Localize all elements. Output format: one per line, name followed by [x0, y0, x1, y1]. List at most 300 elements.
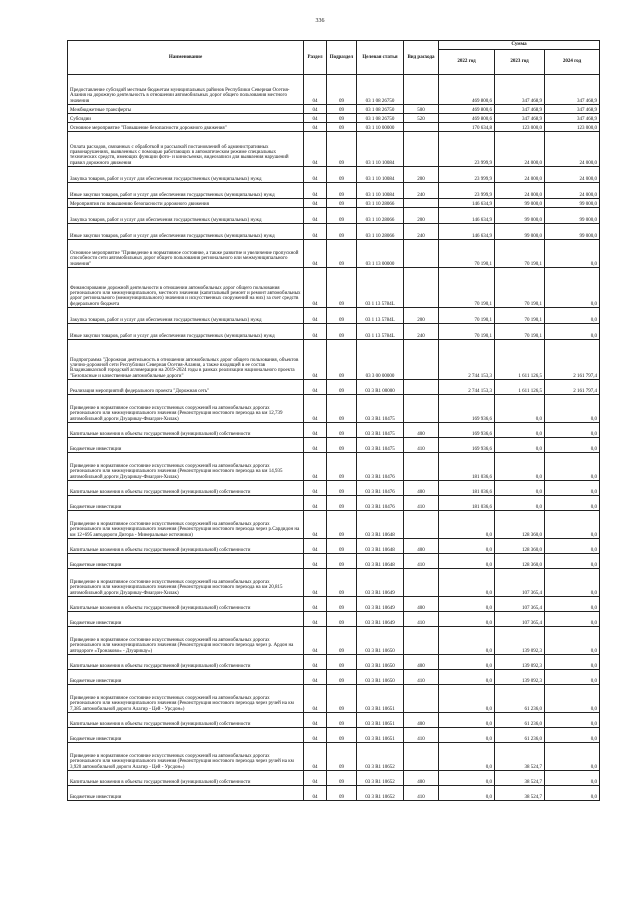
row-razdel: 04: [304, 199, 327, 208]
row-expense-type: [404, 380, 439, 395]
row-name: Реализация мероприятий федерального проекта "Дорожная сеть": [68, 380, 304, 395]
row-target-article: 03 1 10 10084: [357, 183, 404, 199]
row-name: Капитальные вложения в объекты государственной (муниципальной) собственности: [68, 539, 304, 554]
row-razdel: 04: [304, 132, 327, 167]
row-target-article: 03 1 10 10084: [357, 132, 404, 167]
table-row: [68, 728, 600, 743]
row-sum-2022: 146 634,9: [439, 199, 495, 208]
row-sum-2022: 0,0: [439, 554, 495, 569]
row-sum-2023: 24 000,0: [495, 132, 545, 167]
row-podrazdel: 09: [327, 340, 357, 380]
row-razdel: 04: [304, 627, 327, 655]
row-podrazdel: 09: [327, 481, 357, 496]
row-sum-2024: 0,0: [545, 627, 600, 655]
row-sum-2023: 24 000,0: [495, 167, 545, 183]
row-razdel: 04: [304, 569, 327, 597]
row-podrazdel: 09: [327, 554, 357, 569]
row-sum-2023: 0,0: [495, 438, 545, 453]
table-row: [68, 75, 600, 105]
row-sum-2022: 70 190,1: [439, 308, 495, 324]
row-podrazdel: 09: [327, 685, 357, 713]
row-name: Приведение в нормативное состояние искусственных сооружений на автомобильных дорогах регионального или межмуниципального значения (Реконструкция мостового перехода на км 20,815 автомобильной дороги Дзуарикау-Фиагдон-Хилак): [68, 569, 304, 597]
row-expense-type: [404, 240, 439, 268]
row-razdel: 04: [304, 240, 327, 268]
row-sum-2023: 38 524,7: [495, 771, 545, 786]
row-target-article: 03 3 R1 10649: [357, 597, 404, 612]
table-row: [68, 208, 600, 224]
row-podrazdel: 09: [327, 105, 357, 114]
row-target-article: 03 3 R1 10476: [357, 496, 404, 511]
row-sum-2023: 128 360,0: [495, 554, 545, 569]
row-razdel: 04: [304, 423, 327, 438]
row-sum-2024: 0,0: [545, 324, 600, 340]
row-target-article: 03 3 R1 10476: [357, 453, 404, 481]
table-row: [68, 123, 600, 132]
row-target-article: 03 1 10 28066: [357, 208, 404, 224]
table-row: [68, 670, 600, 685]
row-target-article: 03 1 13 5784L: [357, 308, 404, 324]
row-name: Капитальные вложения в объекты государственной (муниципальной) собственности: [68, 655, 304, 670]
row-podrazdel: 09: [327, 438, 357, 453]
row-expense-type: 200: [404, 167, 439, 183]
table-row: [68, 132, 600, 167]
row-sum-2022: 0,0: [439, 597, 495, 612]
row-sum-2022: 0,0: [439, 713, 495, 728]
row-sum-2023: 24 000,0: [495, 183, 545, 199]
row-name: Оплата расходов, связанных с обработкой и рассылкой постановлений об административных правонарушениях, выявленных с помощью работающих в автоматическом режиме специальных технических средств, имеющих функции фото- и киносъемки, видеозаписи для выявления нарушений правил дорожного движения: [68, 132, 304, 167]
row-name: Бюджетные инвестиции: [68, 438, 304, 453]
row-sum-2024: 347 468,9: [545, 114, 600, 123]
row-razdel: 04: [304, 597, 327, 612]
row-sum-2024: 2 161 797,4: [545, 340, 600, 380]
row-sum-2022: 469 800,6: [439, 114, 495, 123]
row-podrazdel: 09: [327, 786, 357, 801]
row-sum-2022: 469 800,6: [439, 105, 495, 114]
row-sum-2022: 0,0: [439, 539, 495, 554]
row-expense-type: 400: [404, 539, 439, 554]
row-sum-2022: 0,0: [439, 743, 495, 771]
row-sum-2023: 99 000,0: [495, 199, 545, 208]
row-razdel: 04: [304, 554, 327, 569]
table-row: [68, 511, 600, 539]
row-razdel: 04: [304, 308, 327, 324]
row-sum-2024: 347 468,9: [545, 75, 600, 105]
row-podrazdel: 09: [327, 380, 357, 395]
row-sum-2022: 170 634,8: [439, 123, 495, 132]
row-razdel: 04: [304, 380, 327, 395]
row-expense-type: 400: [404, 713, 439, 728]
row-target-article: 03 3 R1 10475: [357, 438, 404, 453]
row-target-article: 03 3 R1 10650: [357, 655, 404, 670]
row-sum-2023: 0,0: [495, 481, 545, 496]
row-expense-type: [404, 511, 439, 539]
row-name: Капитальные вложения в объекты государственной (муниципальной) собственности: [68, 597, 304, 612]
row-razdel: 04: [304, 670, 327, 685]
row-name: Иные закупки товаров, работ и услуг для обеспечения государственных (муниципальных) нужд: [68, 183, 304, 199]
row-sum-2022: 23 999,9: [439, 167, 495, 183]
row-name: Капитальные вложения в объекты государственной (муниципальной) собственности: [68, 771, 304, 786]
row-name: Приведение в нормативное состояние искусственных сооружений на автомобильных дорогах регионального или межмуниципального значения (Реконструкция мостового перехода через р.Сардидон на км 12+695 автодороги Дигора - Минеральные источники): [68, 511, 304, 539]
row-sum-2023: 61 236,0: [495, 685, 545, 713]
row-sum-2022: 0,0: [439, 612, 495, 627]
row-sum-2022: 23 999,9: [439, 183, 495, 199]
row-sum-2022: 0,0: [439, 685, 495, 713]
table-row: [68, 612, 600, 627]
row-razdel: 04: [304, 771, 327, 786]
row-sum-2022: 181 036,6: [439, 496, 495, 511]
row-sum-2022: 2 744 153,3: [439, 340, 495, 380]
row-target-article: 03 1 13 00000: [357, 240, 404, 268]
row-expense-type: 240: [404, 224, 439, 240]
table-row: [68, 105, 600, 114]
row-sum-2023: 70 190,1: [495, 324, 545, 340]
row-sum-2023: 347 468,9: [495, 75, 545, 105]
row-razdel: 04: [304, 786, 327, 801]
row-target-article: 03 3 R1 10648: [357, 511, 404, 539]
row-name: Основное мероприятие "Повышение безопасности дорожного движения": [68, 123, 304, 132]
row-sum-2023: 61 236,0: [495, 728, 545, 743]
row-razdel: 04: [304, 183, 327, 199]
row-sum-2023: 1 611 126,5: [495, 340, 545, 380]
row-expense-type: 410: [404, 612, 439, 627]
budget-table: [67, 40, 600, 801]
row-target-article: 03 1 08 26750: [357, 75, 404, 105]
row-target-article: 03 3 R1 10476: [357, 481, 404, 496]
row-name: Бюджетные инвестиции: [68, 612, 304, 627]
row-razdel: 04: [304, 713, 327, 728]
row-expense-type: 410: [404, 786, 439, 801]
row-expense-type: 200: [404, 308, 439, 324]
row-name: Основное мероприятие "Приведение в нормативное состояние, а также развитие и увеличение пропускной способности сети автомобильных дорог общего пользования регионального или межмуниципального значения": [68, 240, 304, 268]
row-name: Финансирование дорожной деятельности в отношении автомобильных дорог общего пользования регионального или межмуниципального, местного значения (капитальный ремонт и ремонт автомобильных дорог регионального (межмуниципального) значения и искусственных сооружений на них) за счет средств федерального бюджета: [68, 268, 304, 308]
row-sum-2024: 0,0: [545, 268, 600, 308]
row-expense-type: 410: [404, 728, 439, 743]
row-target-article: 03 3 R1 10648: [357, 554, 404, 569]
row-expense-type: 240: [404, 183, 439, 199]
row-razdel: 04: [304, 453, 327, 481]
row-razdel: 04: [304, 114, 327, 123]
row-sum-2024: 0,0: [545, 685, 600, 713]
row-name: Иные закупки товаров, работ и услуг для обеспечения государственных (муниципальных) нужд: [68, 324, 304, 340]
row-razdel: 04: [304, 496, 327, 511]
row-podrazdel: 09: [327, 123, 357, 132]
row-sum-2023: 38 524,7: [495, 786, 545, 801]
row-expense-type: 410: [404, 554, 439, 569]
row-expense-type: [404, 75, 439, 105]
row-razdel: 04: [304, 75, 327, 105]
row-sum-2024: 0,0: [545, 308, 600, 324]
row-sum-2024: 99 000,0: [545, 208, 600, 224]
row-expense-type: 400: [404, 655, 439, 670]
row-podrazdel: 09: [327, 75, 357, 105]
row-name: Приведение в нормативное состояние искусственных сооружений на автомобильных дорогах регионального или межмуниципального значения (Реконструкция мостового перехода через р. Ардон на автодороге «Тронаково» - Дзуарикау»): [68, 627, 304, 655]
row-razdel: 04: [304, 167, 327, 183]
row-podrazdel: 09: [327, 199, 357, 208]
table-row: [68, 569, 600, 597]
header-name: Наименование: [68, 41, 304, 75]
row-sum-2023: 347 468,9: [495, 114, 545, 123]
row-name: Капитальные вложения в объекты государственной (муниципальной) собственности: [68, 481, 304, 496]
row-target-article: 03 3 R1 10648: [357, 539, 404, 554]
row-name: Предоставление субсидий местным бюджетам муниципальных районов Республики Северная Осетия-Алания на дорожную деятельность в отношении автомобильных дорог общего пользования местного значения: [68, 75, 304, 105]
row-target-article: 03 1 10 28066: [357, 199, 404, 208]
row-podrazdel: 09: [327, 771, 357, 786]
row-razdel: 04: [304, 224, 327, 240]
row-podrazdel: 09: [327, 612, 357, 627]
row-podrazdel: 09: [327, 240, 357, 268]
row-podrazdel: 09: [327, 627, 357, 655]
row-expense-type: [404, 340, 439, 380]
row-sum-2023: 0,0: [495, 453, 545, 481]
row-sum-2024: 0,0: [545, 612, 600, 627]
row-podrazdel: 09: [327, 743, 357, 771]
table-row: [68, 539, 600, 554]
table-row: [68, 786, 600, 801]
row-sum-2022: 0,0: [439, 511, 495, 539]
row-expense-type: [404, 627, 439, 655]
row-sum-2024: 123 000,0: [545, 123, 600, 132]
row-name: Субсидии: [68, 114, 304, 123]
row-podrazdel: 09: [327, 453, 357, 481]
row-sum-2023: 139 092,3: [495, 655, 545, 670]
row-podrazdel: 09: [327, 496, 357, 511]
row-expense-type: 400: [404, 771, 439, 786]
table-row: [68, 324, 600, 340]
row-expense-type: 410: [404, 670, 439, 685]
row-sum-2024: 0,0: [545, 240, 600, 268]
row-razdel: 04: [304, 685, 327, 713]
row-target-article: 03 1 13 5784L: [357, 324, 404, 340]
row-podrazdel: 09: [327, 395, 357, 423]
row-expense-type: 410: [404, 438, 439, 453]
row-sum-2024: 2 161 797,4: [545, 380, 600, 395]
row-podrazdel: 09: [327, 268, 357, 308]
row-target-article: 03 3 00 00000: [357, 340, 404, 380]
row-name: Межбюджетные трансферты: [68, 105, 304, 114]
row-expense-type: 400: [404, 597, 439, 612]
row-sum-2024: 24 000,0: [545, 132, 600, 167]
row-sum-2023: 70 190,1: [495, 268, 545, 308]
row-sum-2022: 0,0: [439, 771, 495, 786]
row-target-article: 03 1 08 26750: [357, 105, 404, 114]
row-podrazdel: 09: [327, 713, 357, 728]
row-razdel: 04: [304, 728, 327, 743]
row-podrazdel: 09: [327, 308, 357, 324]
row-target-article: 03 3 R1 10651: [357, 728, 404, 743]
row-sum-2024: 0,0: [545, 496, 600, 511]
row-expense-type: [404, 268, 439, 308]
row-sum-2023: 70 190,1: [495, 308, 545, 324]
row-sum-2022: 181 036,6: [439, 481, 495, 496]
row-name: Закупка товаров, работ и услуг для обеспечения государственных (муниципальных) нужд: [68, 308, 304, 324]
table-row: [68, 268, 600, 308]
row-sum-2024: 99 000,0: [545, 199, 600, 208]
row-sum-2024: 0,0: [545, 655, 600, 670]
header-razdel: Раздел: [304, 41, 327, 75]
table-row: [68, 240, 600, 268]
row-target-article: 03 3 R1 10475: [357, 395, 404, 423]
row-podrazdel: 09: [327, 511, 357, 539]
row-razdel: 04: [304, 340, 327, 380]
row-sum-2024: 24 000,0: [545, 183, 600, 199]
row-sum-2023: 128 360,0: [495, 539, 545, 554]
row-podrazdel: 09: [327, 670, 357, 685]
row-podrazdel: 09: [327, 597, 357, 612]
row-sum-2022: 70 190,1: [439, 268, 495, 308]
row-razdel: 04: [304, 539, 327, 554]
row-razdel: 04: [304, 105, 327, 114]
row-sum-2023: 139 092,3: [495, 670, 545, 685]
row-name: Закупка товаров, работ и услуг для обеспечения государственных (муниципальных) нужд: [68, 167, 304, 183]
row-expense-type: 520: [404, 114, 439, 123]
row-sum-2023: 99 000,0: [495, 208, 545, 224]
row-target-article: 03 3 R1 10475: [357, 423, 404, 438]
row-sum-2024: 0,0: [545, 511, 600, 539]
row-podrazdel: 09: [327, 224, 357, 240]
row-target-article: 03 3 R1 10650: [357, 627, 404, 655]
table-row: [68, 496, 600, 511]
table-row: [68, 597, 600, 612]
row-expense-type: [404, 569, 439, 597]
row-podrazdel: 09: [327, 423, 357, 438]
header-target-article: Целевая статья: [357, 41, 404, 75]
header-sum: Сумма: [439, 41, 600, 50]
table-row: [68, 308, 600, 324]
row-expense-type: 240: [404, 324, 439, 340]
row-sum-2022: 70 190,1: [439, 240, 495, 268]
row-podrazdel: 09: [327, 728, 357, 743]
table-row: [68, 627, 600, 655]
row-sum-2023: 128 360,0: [495, 511, 545, 539]
table-row: [68, 554, 600, 569]
table-row: [68, 453, 600, 481]
row-sum-2023: 123 000,0: [495, 123, 545, 132]
row-expense-type: [404, 199, 439, 208]
row-sum-2022: 169 936,6: [439, 395, 495, 423]
row-name: Приведение в нормативное состояние искусственных сооружений на автомобильных дорогах регионального или межмуниципального значения (Реконструкция мостового перехода через ручей на км 3,920 автомобильной дороги Алагир - Цей - Урсдон»): [68, 743, 304, 771]
row-sum-2023: 139 092,3: [495, 627, 545, 655]
row-name: Подпрограмма "Дорожная деятельность в отношении автомобильных дорог общего пользования, объектов улично-дорожной сети Республики Северная Осетия-Алания, а также входящей в ее состав Владикавказской городской агломерации на 2019-2024 годы в рамках реализации национального проекта "Безопасные и качественные автомобильные дороги": [68, 340, 304, 380]
row-sum-2023: 38 524,7: [495, 743, 545, 771]
row-sum-2023: 70 190,1: [495, 240, 545, 268]
row-sum-2024: 0,0: [545, 786, 600, 801]
row-sum-2022: 0,0: [439, 627, 495, 655]
row-target-article: 03 1 13 5784L: [357, 268, 404, 308]
row-target-article: 03 1 10 00000: [357, 123, 404, 132]
row-razdel: 04: [304, 208, 327, 224]
row-razdel: 04: [304, 438, 327, 453]
row-sum-2024: 0,0: [545, 423, 600, 438]
row-target-article: 03 3 R1 10652: [357, 743, 404, 771]
row-sum-2024: 0,0: [545, 728, 600, 743]
row-target-article: 03 3 R1 10650: [357, 670, 404, 685]
header-year-2023: 2023 год: [495, 50, 545, 75]
table-row: [68, 655, 600, 670]
table-row: [68, 167, 600, 183]
header-podrazdel: Подраздел: [327, 41, 357, 75]
row-podrazdel: 09: [327, 655, 357, 670]
row-sum-2023: 107 365,4: [495, 612, 545, 627]
row-podrazdel: 09: [327, 183, 357, 199]
table-row: [68, 395, 600, 423]
row-expense-type: [404, 743, 439, 771]
row-razdel: 04: [304, 268, 327, 308]
page-number: 336: [315, 18, 325, 24]
row-razdel: 04: [304, 395, 327, 423]
header-year-2022: 2022 год: [439, 50, 495, 75]
row-podrazdel: 09: [327, 539, 357, 554]
row-sum-2024: 0,0: [545, 554, 600, 569]
row-sum-2022: 0,0: [439, 655, 495, 670]
table-row: [68, 340, 600, 380]
row-sum-2022: 146 634,9: [439, 208, 495, 224]
table-row: [68, 199, 600, 208]
row-sum-2024: 24 000,0: [545, 167, 600, 183]
table-row: [68, 771, 600, 786]
row-sum-2024: 0,0: [545, 481, 600, 496]
row-sum-2024: 0,0: [545, 438, 600, 453]
row-sum-2023: 347 468,9: [495, 105, 545, 114]
row-razdel: 04: [304, 655, 327, 670]
row-sum-2024: 0,0: [545, 539, 600, 554]
row-podrazdel: 09: [327, 208, 357, 224]
row-target-article: 03 1 10 28066: [357, 224, 404, 240]
row-razdel: 04: [304, 123, 327, 132]
row-expense-type: [404, 685, 439, 713]
row-sum-2024: 0,0: [545, 771, 600, 786]
row-podrazdel: 09: [327, 569, 357, 597]
row-sum-2024: 0,0: [545, 597, 600, 612]
header-expense-type: Вид расхода: [404, 41, 439, 75]
row-name: Приведение в нормативное состояние искусственных сооружений на автомобильных дорогах регионального или межмуниципального значения (Реконструкция мостового перехода на км 12,739 автомобильной дороги Дзуарикау-Фиагдон-Хилак): [68, 395, 304, 423]
table-row: [68, 438, 600, 453]
row-razdel: 04: [304, 481, 327, 496]
table-row: [68, 481, 600, 496]
row-sum-2024: 99 000,0: [545, 224, 600, 240]
row-sum-2023: 0,0: [495, 395, 545, 423]
row-name: Мероприятия по повышению безопасности дорожного движения: [68, 199, 304, 208]
row-sum-2022: 0,0: [439, 786, 495, 801]
row-expense-type: [404, 132, 439, 167]
row-sum-2024: 0,0: [545, 453, 600, 481]
row-sum-2024: 347 468,9: [545, 105, 600, 114]
row-podrazdel: 09: [327, 114, 357, 123]
row-target-article: 03 3 R1 10652: [357, 771, 404, 786]
row-sum-2023: 0,0: [495, 423, 545, 438]
table-row: [68, 685, 600, 713]
row-sum-2022: 169 936,6: [439, 423, 495, 438]
row-sum-2022: 23 999,9: [439, 132, 495, 167]
row-name: Капитальные вложения в объекты государственной (муниципальной) собственности: [68, 713, 304, 728]
row-name: Капитальные вложения в объекты государственной (муниципальной) собственности: [68, 423, 304, 438]
row-target-article: 03 3 R1 10651: [357, 713, 404, 728]
row-sum-2023: 1 611 126,5: [495, 380, 545, 395]
row-sum-2023: 0,0: [495, 496, 545, 511]
row-expense-type: 410: [404, 496, 439, 511]
table-row: [68, 224, 600, 240]
row-sum-2022: 469 800,6: [439, 75, 495, 105]
row-sum-2023: 107 365,4: [495, 597, 545, 612]
row-razdel: 04: [304, 324, 327, 340]
row-sum-2022: 70 190,1: [439, 324, 495, 340]
row-razdel: 04: [304, 743, 327, 771]
row-target-article: 03 3 R1 10652: [357, 786, 404, 801]
table-row: [68, 380, 600, 395]
row-expense-type: 400: [404, 481, 439, 496]
row-expense-type: 200: [404, 208, 439, 224]
row-sum-2024: 0,0: [545, 713, 600, 728]
row-sum-2024: 0,0: [545, 743, 600, 771]
